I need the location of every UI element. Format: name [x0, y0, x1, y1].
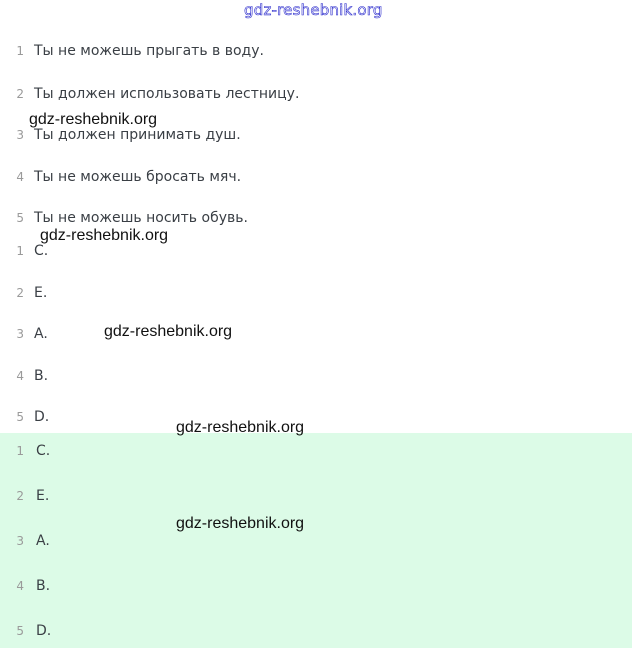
item-text: Ты должен принимать душ. — [34, 127, 241, 143]
item-number: 2 — [16, 286, 24, 300]
list-item — [0, 207, 248, 229]
item-number: 3 — [16, 128, 24, 142]
item-number: 5 — [16, 624, 24, 638]
watermark: gdz-reshebnik.org — [29, 111, 158, 128]
list-item — [0, 282, 47, 304]
watermark: gdz-reshebnik.org — [176, 419, 305, 436]
item-text: B. — [36, 578, 51, 594]
list-item — [0, 485, 49, 507]
list-item — [0, 166, 241, 188]
list-item — [0, 440, 50, 462]
item-text: D. — [36, 623, 52, 639]
list-item — [0, 83, 299, 105]
item-number: 2 — [16, 489, 24, 503]
item-number: 2 — [16, 87, 24, 101]
item-text: Ты не можешь бросать мяч. — [34, 169, 242, 185]
watermark: gdz-reshebnik.org — [176, 515, 305, 532]
item-text: B. — [34, 368, 49, 384]
list-item — [0, 365, 48, 387]
watermark: gdz-reshebnik.org — [104, 323, 233, 340]
item-number: 3 — [16, 327, 24, 341]
item-number: 1 — [16, 444, 24, 458]
item-number: 5 — [16, 211, 24, 225]
item-text: Ты не можешь носить обувь. — [34, 210, 248, 226]
item-text: D. — [34, 409, 50, 425]
list-item — [0, 575, 50, 597]
item-text: Ты не можешь прыгать в воду. — [34, 43, 264, 59]
item-text: C. — [34, 243, 49, 259]
list-item — [0, 40, 264, 62]
list-item — [0, 406, 49, 428]
list-item — [0, 323, 48, 345]
item-number: 3 — [16, 534, 24, 548]
item-text: C. — [36, 443, 51, 459]
item-number: 5 — [16, 410, 24, 424]
item-number: 1 — [16, 44, 24, 58]
item-number: 4 — [16, 579, 24, 593]
item-text: E. — [34, 285, 48, 301]
watermark-top: gdz-reshebnik.org — [244, 1, 383, 19]
item-text: A. — [34, 326, 48, 342]
item-text: A. — [36, 533, 50, 549]
item-text: Ты должен использовать лестницу. — [34, 86, 300, 102]
item-number: 1 — [16, 244, 24, 258]
highlighted-answer-block — [0, 433, 632, 648]
list-item — [0, 620, 51, 642]
watermark: gdz-reshebnik.org — [40, 227, 169, 244]
item-text: E. — [36, 488, 50, 504]
item-number: 4 — [16, 369, 24, 383]
item-number: 4 — [16, 170, 24, 184]
list-item — [0, 530, 50, 552]
